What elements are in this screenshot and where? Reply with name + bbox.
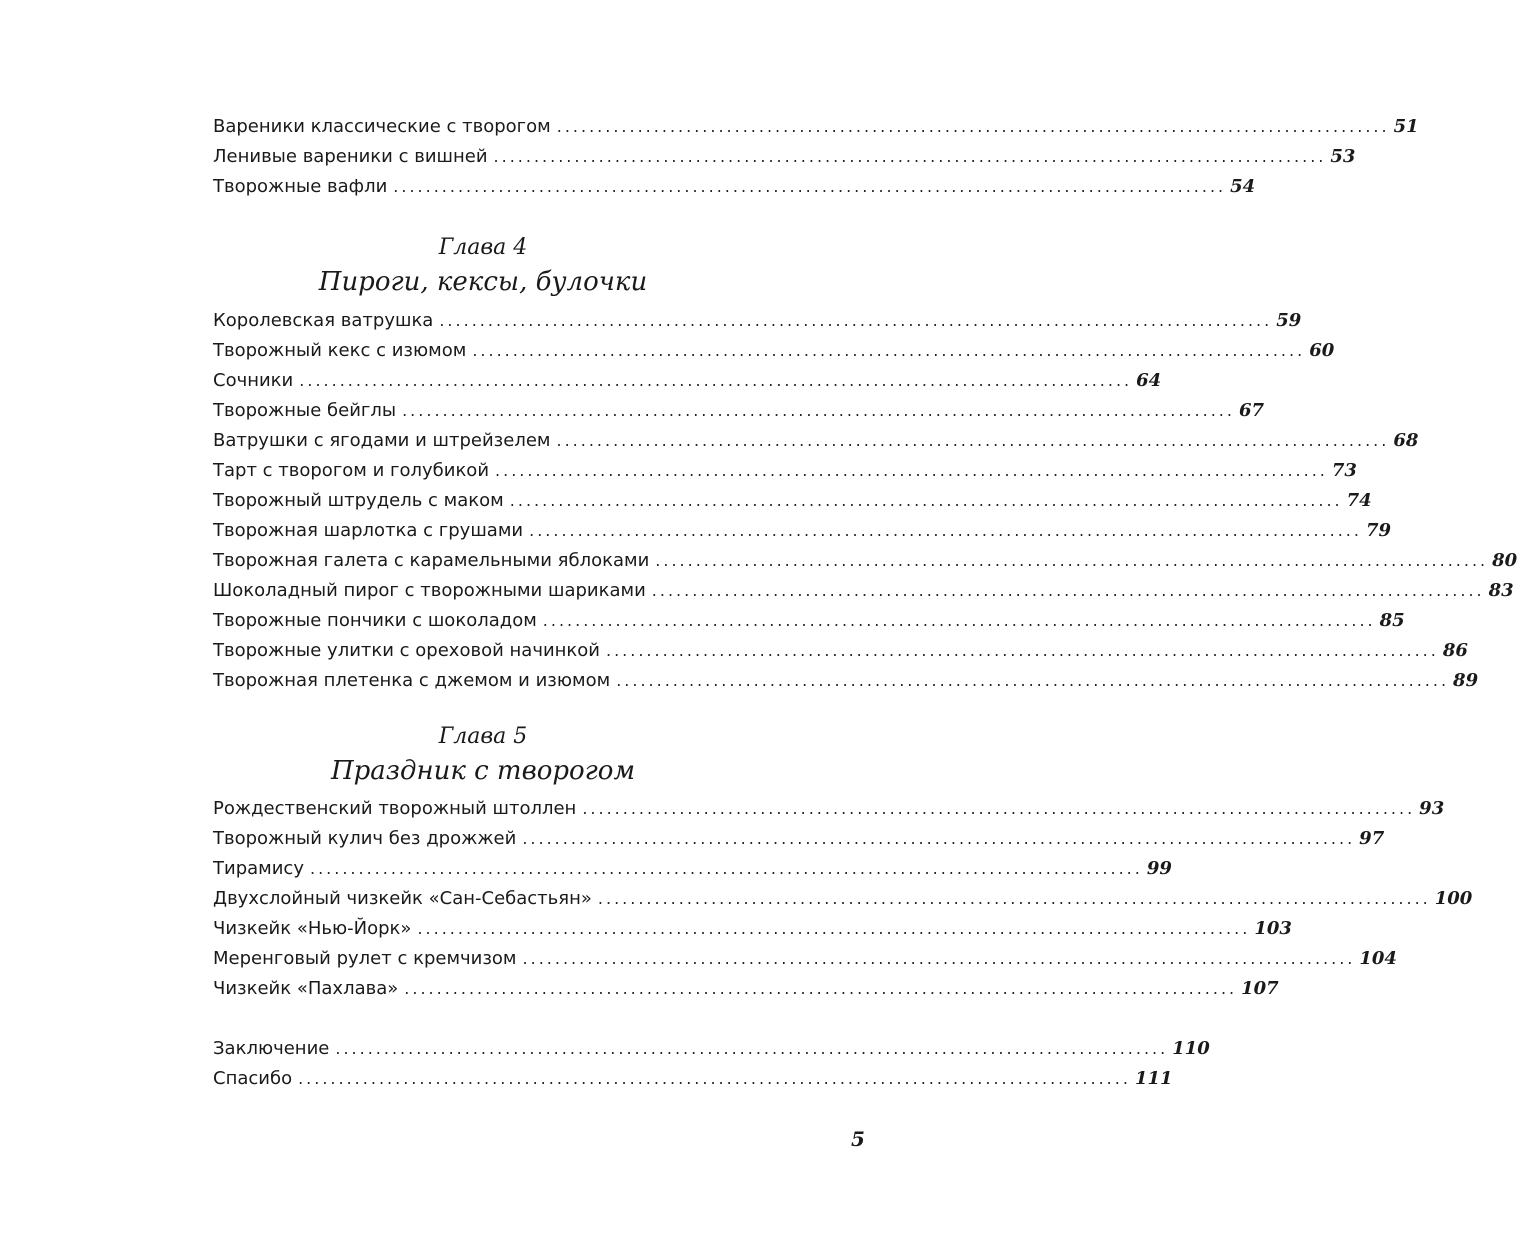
toc-entry-page: 103 (1254, 918, 1292, 939)
chapter-label: Глава 5 (438, 724, 528, 749)
dot-leader: ....................................................................................................... (493, 147, 1327, 166)
toc-entry[interactable] (213, 666, 1479, 696)
toc-entry-page: 64 (1136, 370, 1162, 391)
toc-entry-page: 74 (1346, 490, 1372, 511)
dot-leader: ....................................................................................................... (597, 889, 1431, 908)
dot-leader: ....................................................................................................... (393, 177, 1227, 196)
toc-entry-title: Чизкейк «Нью-Йорк» (213, 918, 412, 939)
toc-entry-title: Ватрушки с ягодами и штрейзелем (213, 430, 551, 451)
toc-entry-page: 86 (1442, 640, 1468, 661)
toc-entry-page: 89 (1453, 670, 1479, 691)
toc-entry[interactable] (213, 486, 1372, 516)
toc-entry-title: Шоколадный пирог с творожными шариками (213, 580, 646, 601)
toc-entry-title: Творожный штрудель с маком (213, 490, 504, 511)
toc-entry[interactable] (213, 396, 1265, 426)
toc-entry-page: 110 (1172, 1038, 1210, 1059)
dot-leader: ....................................................................................................... (556, 117, 1390, 136)
toc-entry-page: 73 (1331, 460, 1357, 481)
toc-entry-page: 104 (1359, 948, 1397, 969)
toc-entry-page: 54 (1230, 176, 1256, 197)
toc-entry-title: Заключение (213, 1038, 330, 1059)
dot-leader: ....................................................................................................... (509, 491, 1343, 510)
dot-leader: ....................................................................................................... (495, 461, 1328, 480)
toc-entry[interactable] (213, 1064, 1173, 1094)
toc-entry-title: Творожный кулич без дрожжей (213, 828, 517, 849)
dot-leader: ....................................................................................................... (472, 341, 1306, 360)
toc-list-chapter-3-tail (213, 112, 1419, 202)
toc-entry-page: 59 (1276, 310, 1302, 331)
page-number: 5 (851, 1127, 865, 1151)
toc-entry-title: Сочники (213, 370, 294, 391)
toc-entry-page: 80 (1492, 550, 1517, 571)
toc-entry-page: 111 (1134, 1068, 1173, 1089)
toc-entry[interactable] (213, 606, 1405, 636)
toc-entry-page: 83 (1488, 580, 1514, 601)
toc-entry[interactable] (213, 1034, 1210, 1064)
toc-entry-title: Творожная шарлотка с грушами (213, 520, 524, 541)
toc-entry[interactable] (213, 884, 1473, 914)
toc-entry[interactable] (213, 944, 1397, 974)
chapter-4-heading (213, 232, 753, 300)
dot-leader: ....................................................................................................... (582, 799, 1416, 818)
dot-leader: ....................................................................................................... (439, 311, 1273, 330)
chapter-name: Праздник с творогом (330, 756, 636, 786)
toc-entry-page: 53 (1330, 146, 1356, 167)
dot-leader: ....................................................................................................... (522, 949, 1356, 968)
toc-entry[interactable] (213, 426, 1419, 456)
chapter-label: Глава 4 (438, 235, 528, 260)
toc-entry[interactable] (213, 456, 1357, 486)
toc-entry-title: Творожный кекс с изюмом (213, 340, 467, 361)
toc-entry[interactable] (213, 336, 1335, 366)
toc-entry-page: 79 (1365, 520, 1392, 541)
toc-entry[interactable] (213, 546, 1517, 576)
dot-leader: ....................................................................................................... (529, 521, 1362, 540)
toc-entry-page: 85 (1379, 610, 1405, 631)
toc-entry-page: 99 (1146, 858, 1172, 879)
toc-entry-title: Меренговый рулет с кремчизом (213, 948, 517, 969)
dot-leader: ....................................................................................................... (404, 979, 1238, 998)
toc-entry[interactable] (213, 854, 1172, 884)
toc-entry-title: Творожные улитки с ореховой начинкой (213, 640, 600, 661)
dot-leader: ....................................................................................................... (651, 581, 1485, 600)
toc-entry-title: Творожные вафли (213, 176, 388, 197)
toc-entry-page: 93 (1419, 798, 1445, 819)
toc-entry[interactable] (213, 142, 1356, 172)
dot-leader: ....................................................................................................... (402, 401, 1235, 420)
toc-entry-title: Рождественский творожный штоллен (213, 798, 577, 819)
dot-leader: ....................................................................................................... (522, 829, 1356, 848)
toc-entry-page: 100 (1434, 888, 1473, 909)
toc-entry-title: Творожная плетенка с джемом и изюмом (213, 670, 611, 691)
toc-entry[interactable] (213, 172, 1256, 202)
dot-leader: ....................................................................................................... (298, 1069, 1131, 1088)
toc-entry-page: 60 (1309, 340, 1335, 361)
toc-entry-title: Спасибо (213, 1068, 293, 1089)
toc-entry-title: Творожные пончики с шоколадом (213, 610, 537, 631)
toc-entry[interactable] (213, 824, 1385, 854)
toc-list-chapter-5 (213, 794, 1473, 1004)
toc-entry-title: Творожная галета с карамельными яблоками (213, 550, 650, 571)
dot-leader: ....................................................................................................... (417, 919, 1251, 938)
toc-entry[interactable] (213, 914, 1292, 944)
toc-entry-page: 107 (1241, 978, 1279, 999)
toc-entry[interactable] (213, 366, 1162, 396)
dot-leader: ....................................................................................................... (556, 431, 1390, 450)
dot-leader: ....................................................................................................... (309, 859, 1143, 878)
toc-entry-title: Чизкейк «Пахлава» (213, 978, 399, 999)
toc-entry[interactable] (213, 636, 1468, 666)
dot-leader: ....................................................................................................... (606, 641, 1439, 660)
toc-entry[interactable] (213, 576, 1514, 606)
dot-leader: ....................................................................................................... (542, 611, 1376, 630)
toc-entry[interactable] (213, 516, 1392, 546)
dot-leader: ....................................................................................................... (655, 551, 1489, 570)
toc-entry[interactable] (213, 306, 1302, 336)
toc-list-closing (213, 1034, 1210, 1094)
toc-entry-title: Королевская ватрушка (213, 310, 434, 331)
toc-entry-title: Тирамису (213, 858, 304, 879)
toc-entry-title: Ленивые вареники с вишней (213, 146, 488, 167)
toc-entry-title: Двухслойный чизкейк «Сан-Себастьян» (213, 888, 592, 909)
toc-entry-page: 67 (1238, 400, 1265, 421)
toc-entry-title: Тарт с творогом и голубикой (213, 460, 490, 481)
toc-entry[interactable] (213, 112, 1419, 142)
toc-entry-page: 97 (1359, 828, 1385, 849)
chapter-5-heading (213, 721, 753, 789)
toc-list-chapter-4 (213, 306, 1517, 696)
toc-entry[interactable] (213, 794, 1445, 824)
toc-entry-title: Творожные бейглы (213, 400, 397, 421)
dot-leader: ....................................................................................................... (335, 1039, 1169, 1058)
dot-leader: ....................................................................................................... (616, 671, 1450, 690)
toc-entry-page: 68 (1393, 430, 1419, 451)
dot-leader: ....................................................................................................... (299, 371, 1133, 390)
toc-entry-title: Вареники классические с творогом (213, 116, 551, 137)
chapter-name: Пироги, кексы, булочки (318, 267, 648, 297)
toc-entry[interactable] (213, 974, 1279, 1004)
toc-entry-page: 51 (1393, 116, 1419, 137)
